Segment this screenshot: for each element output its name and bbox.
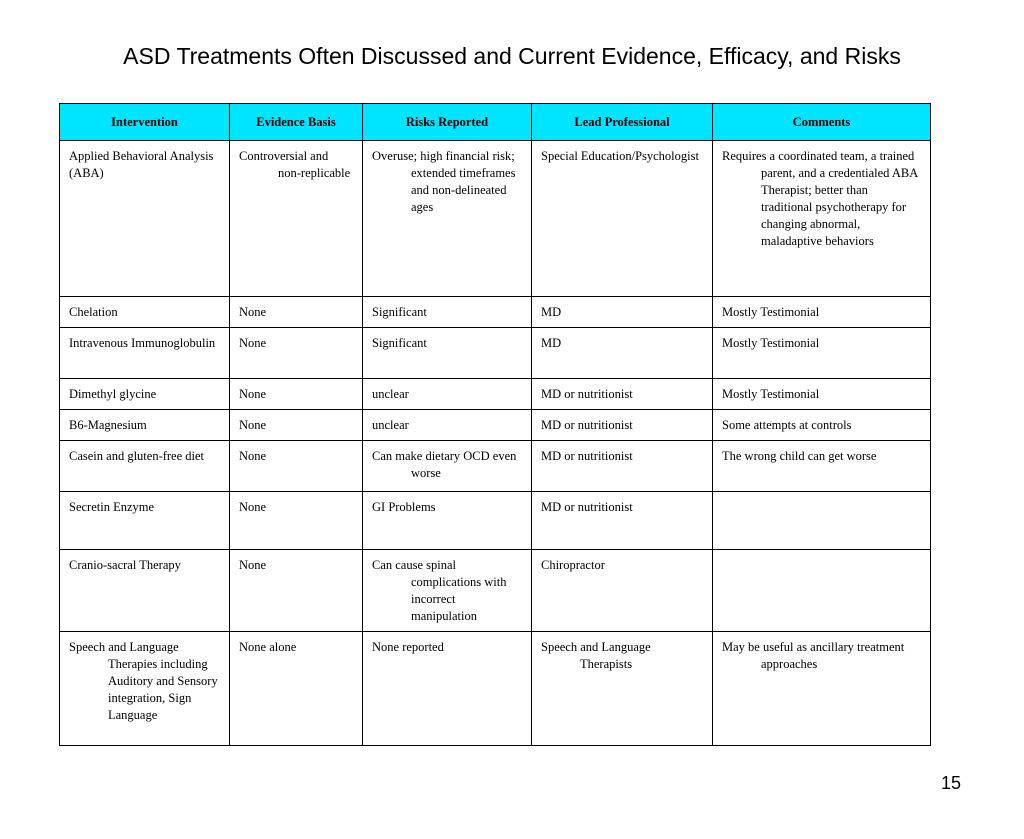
table-cell <box>230 550 363 632</box>
table-cell <box>60 492 230 550</box>
table-cell <box>532 441 713 492</box>
header-intervention: Intervention <box>60 104 230 141</box>
table-cell <box>60 441 230 492</box>
table-cell <box>363 550 532 632</box>
cell-text: None <box>239 305 267 319</box>
table-cell <box>532 379 713 410</box>
cell-text: None <box>239 449 267 463</box>
table-cell <box>713 632 931 746</box>
table-row <box>60 141 931 297</box>
table-cell <box>713 550 931 632</box>
cell-text: Casein and gluten-free diet <box>69 449 205 463</box>
cell-text: None <box>239 387 267 401</box>
cell-text: Overuse; high financial risk; extended timeframes and non-delineated ages <box>372 149 516 214</box>
cell-text: MD <box>541 336 562 350</box>
cell-text: None <box>239 500 267 514</box>
table-cell <box>532 410 713 441</box>
cell-text: MD or nutritionist <box>541 449 633 463</box>
cell-text: None alone <box>239 640 297 654</box>
cell-text: Dimethyl glycine <box>69 387 157 401</box>
table-row <box>60 492 931 550</box>
table-cell <box>230 297 363 328</box>
table-cell <box>230 441 363 492</box>
cell-text: Secretin Enzyme <box>69 500 155 514</box>
table-cell <box>363 410 532 441</box>
cell-text: Chelation <box>69 305 118 319</box>
table-cell <box>230 492 363 550</box>
table-cell <box>363 492 532 550</box>
table-cell <box>713 379 931 410</box>
cell-text: MD <box>541 305 562 319</box>
cell-text: unclear <box>372 387 409 401</box>
table-cell <box>363 328 532 379</box>
header-evidence-basis: Evidence Basis <box>230 104 363 141</box>
table-row <box>60 328 931 379</box>
table-cell <box>230 328 363 379</box>
cell-text: None <box>239 418 267 432</box>
table-cell <box>230 410 363 441</box>
cell-text: Requires a coordinated team, a trained parent, and a credentialed ABA Therapist; better than traditional psychotherapy for changing abnormal, maladaptive behaviors <box>722 149 918 248</box>
cell-text: Intravenous Immunoglobulin <box>69 336 216 350</box>
cell-text: B6-Magnesium <box>69 418 147 432</box>
table-cell <box>230 632 363 746</box>
table-row <box>60 379 931 410</box>
table-cell <box>230 141 363 297</box>
cell-text: The wrong child can get worse <box>722 449 877 463</box>
treatments-table <box>59 103 931 746</box>
table-cell <box>713 492 931 550</box>
table-cell <box>532 492 713 550</box>
header-lead-professional: Lead Professional <box>532 104 713 141</box>
cell-text: None <box>239 336 267 350</box>
table-cell <box>532 141 713 297</box>
table-cell <box>713 441 931 492</box>
cell-text: None reported <box>372 640 444 654</box>
table-cell <box>532 297 713 328</box>
table-cell <box>60 410 230 441</box>
page-number: 15 <box>940 773 961 793</box>
slide-title: ASD Treatments Often Discussed and Current Evidence, Efficacy, and Risks <box>123 43 901 69</box>
cell-text: None <box>239 558 267 572</box>
cell-text: Can cause spinal complications with incorrect manipulation <box>372 558 507 623</box>
cell-text: Mostly Testimonial <box>722 387 820 401</box>
table-cell <box>60 550 230 632</box>
table-cell <box>60 297 230 328</box>
cell-text: Controversial and non-replicable <box>239 149 351 180</box>
table-cell <box>532 550 713 632</box>
cell-text: Mostly Testimonial <box>722 336 820 350</box>
table-cell <box>230 379 363 410</box>
cell-text: Significant <box>372 305 427 319</box>
cell-text: Speech and Language Therapists <box>541 640 651 671</box>
table-cell <box>713 410 931 441</box>
table-cell <box>363 141 532 297</box>
table-row <box>60 441 931 492</box>
cell-text: Can make dietary OCD even worse <box>372 449 517 480</box>
table-cell <box>60 379 230 410</box>
cell-text: MD or nutritionist <box>541 387 633 401</box>
table-row <box>60 297 931 328</box>
table-cell <box>363 441 532 492</box>
table-cell <box>60 632 230 746</box>
cell-text: May be useful as ancillary treatment approaches <box>722 640 905 671</box>
cell-text: MD or nutritionist <box>541 418 633 432</box>
table-cell <box>363 379 532 410</box>
cell-text: Mostly Testimonial <box>722 305 820 319</box>
table-cell <box>713 297 931 328</box>
cell-text: Special Education/Psychologist <box>541 149 699 163</box>
table-cell <box>532 632 713 746</box>
cell-text: Cranio-sacral Therapy <box>69 558 181 572</box>
cell-text: Chiropractor <box>541 558 605 572</box>
table-cell <box>363 632 532 746</box>
table-cell <box>60 141 230 297</box>
table-cell <box>363 297 532 328</box>
cell-text: Applied Behavioral Analysis (ABA) <box>69 149 214 180</box>
header-comments: Comments <box>713 104 931 141</box>
table-cell <box>532 328 713 379</box>
table-row <box>60 550 931 632</box>
cell-text: Some attempts at controls <box>722 418 852 432</box>
cell-text: Significant <box>372 336 427 350</box>
table-header-row <box>60 104 931 141</box>
header-risks-reported: Risks Reported <box>363 104 532 141</box>
table-row <box>60 410 931 441</box>
table-cell <box>60 328 230 379</box>
cell-text: unclear <box>372 418 409 432</box>
table-cell <box>713 141 931 297</box>
cell-text: MD or nutritionist <box>541 500 633 514</box>
cell-text: Speech and Language Therapies including Auditory and Sensory integration, Sign Language <box>69 640 218 722</box>
table-row <box>60 632 931 746</box>
table-cell <box>713 328 931 379</box>
cell-text: GI Problems <box>372 500 436 514</box>
